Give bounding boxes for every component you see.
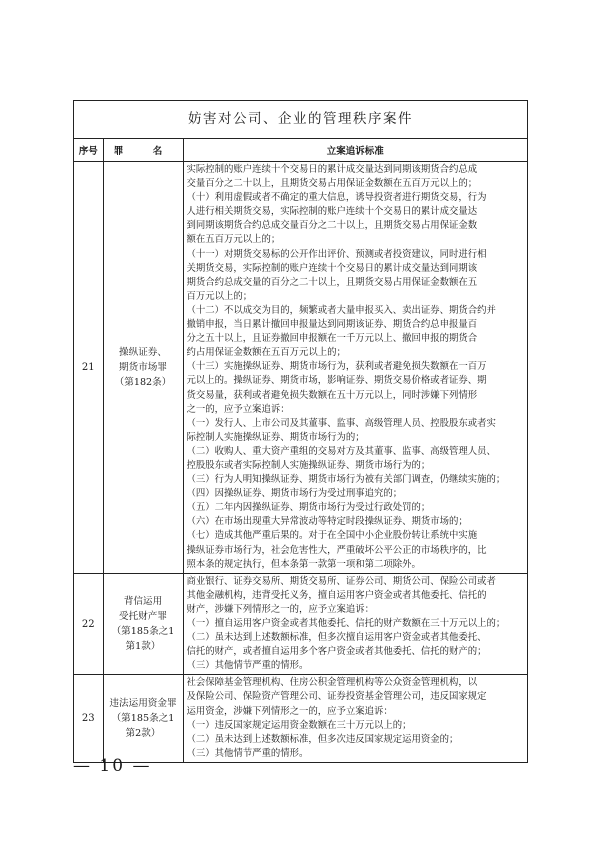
standard-line: （五）二年内因操纵证券、期货市场行为受过行政处罚的；: [186, 502, 431, 514]
crime-line: （第185条之1: [111, 713, 175, 725]
table-row: [74, 675, 527, 762]
crime-line: （第182条）: [114, 376, 172, 388]
standard-line: 照本条的规定执行，但本条第一款第一项和第二项除外。: [186, 558, 421, 570]
standard-line: （一）违反国家规定运用资金数额在三十万元以上的；: [186, 719, 412, 731]
standard-line: （十三）实施操纵证券、期货市场行为，获利或者避免损失数额在一百万: [186, 361, 487, 373]
standard-line: 其他金融机构，违背受托义务，擅自运用客户资金或者其他委托、信托的: [186, 589, 487, 601]
table-row: [74, 573, 527, 675]
crime-line: 第2款）: [125, 728, 161, 740]
standard-line: 关期货交易，实际控制的账户连续十个交易日的累计成交量达到同期该: [186, 262, 478, 274]
standard-line: 期货合约总成交量的百分之二十以上，且期货交易占用保证金数额在五: [186, 276, 478, 288]
standard-line: （一）发行人、上市公司及其董事、监事、高级管理人员、控股股东或者实: [186, 417, 496, 429]
standard-line: 及保险公司、保险资产管理公司、证券投资基金管理公司，违反国家规定: [186, 691, 487, 703]
row-standard: [183, 675, 527, 762]
row-crime-name: [103, 162, 183, 574]
standard-line: （六）在市场出现重大异常波动等特定时段操纵证券、期货市场的；: [186, 516, 468, 528]
crime-line: 受托财产罪: [119, 611, 167, 623]
header-seq: 序号: [74, 139, 103, 162]
row-seq: 22: [74, 573, 103, 675]
standard-line: 约占用保证金数额在五百万元以上的；: [186, 347, 346, 359]
standard-line: （四）因操纵证券、期货市场行为受过刑事追究的；: [186, 488, 403, 500]
standard-line: （三）其他情节严重的情形。: [186, 747, 309, 759]
crime-line: （第185条之1: [111, 626, 175, 638]
table-title: 妨害对公司、企业的管理秩序案件: [74, 101, 527, 139]
standard-line: 到同期该期货合约总成交量百分之二十以上，且期货交易占用保证金数: [186, 220, 478, 232]
standard-line: （十二）不以成交为目的，频繁或者大量申报买入、卖出证券、期货合约并: [186, 304, 496, 316]
header-standard: 立案追诉标准: [183, 139, 527, 162]
page-number: — 10 —: [73, 756, 152, 776]
standard-line: 操纵证券市场行为，社会危害性大，严重破坏公平公正的市场秩序的，比: [186, 544, 487, 556]
standard-line: 货交易量，获利或者避免损失数额在五十万元以上，同时涉嫌下列情形: [186, 389, 478, 401]
standard-line: 撤销申报，当日累计撤回申报量达到同期该证券、期货合约总申报量百: [186, 319, 478, 331]
standard-line: 额在五百万元以上的；: [186, 234, 281, 246]
standard-line: （十）利用虚假或者不确定的重大信息，诱导投资者进行期货交易，行为: [186, 192, 487, 204]
row-seq: 23: [74, 675, 103, 762]
header-row: [74, 139, 527, 162]
standard-line: 商业银行、证券交易所、期货交易所、证券公司、期货公司、保险公司或者: [186, 575, 496, 587]
standard-line: 控股股东或者实际控制人实施操纵证券、期货市场行为的；: [186, 459, 431, 471]
row-crime-name: [103, 675, 183, 762]
crime-line: 违法运用资金罪: [109, 698, 177, 710]
crime-line: 第1款）: [125, 641, 161, 653]
row-seq: 21: [74, 162, 103, 574]
standard-line: 信托的财产，或者擅自运用多个客户资金或者其他委托、信托的财产的；: [186, 646, 487, 658]
case-table: [73, 100, 528, 763]
standards-table: [74, 139, 527, 762]
standard-line: 运用资金，涉嫌下列情形之一的，应予立案追诉：: [186, 705, 393, 717]
crime-line: 操纵证券、: [119, 346, 167, 358]
standard-line: 分之五十以上，且证券撤回申报额在一千万元以上、撤回申报的期货合: [186, 333, 478, 345]
standard-line: （十一）对期货交易标的公开作出评价、预测或者投资建议，同时进行相: [186, 248, 487, 260]
standard-line: （三）其他情节严重的情形。: [186, 660, 309, 672]
standard-line: 之一的，应予立案追诉：: [186, 403, 290, 415]
standard-line: 百万元以上的；: [186, 290, 253, 302]
standard-line: （二）虽未达到上述数额标准，但多次擅自运用客户资金或者其他委托、: [186, 632, 487, 644]
header-crime-name: 罪 名: [103, 139, 183, 162]
row-standard: [183, 573, 527, 675]
standard-line: （一）擅自运用客户资金或者其他委托、信托的财产数额在三十万元以上的；: [186, 618, 506, 629]
crime-line: 期货市场罪: [119, 361, 167, 373]
crime-line: 背信运用: [123, 596, 163, 608]
standard-line: （七）造成其他严重后果的。对于在全国中小企业股份转让系统中实施: [186, 530, 478, 542]
standard-line: （二）虽未达到上述数额标准，但多次违反国家规定运用资金的；: [186, 733, 459, 745]
standard-line: 人进行相关期货交易，实际控制的账户连续十个交易日的累计成交量达: [186, 206, 478, 218]
standard-line: 元以上的。操纵证券、期货市场，影响证券、期货交易价格或者证券、期: [186, 375, 487, 387]
table-row: [74, 162, 527, 574]
standard-line: （二）收购人、重大资产重组的交易对方及其董事、监事、高级管理人员、: [186, 445, 496, 457]
standard-line: 社会保障基金管理机构、住房公积金管理机构等公众资金管理机构，以: [186, 677, 478, 689]
standard-line: 交量百分之二十以上，且期货交易占用保证金数额在五百万元以上的；: [186, 178, 478, 190]
standard-line: 财产，涉嫌下列情形之一的，应予立案追诉：: [186, 603, 375, 615]
row-crime-name: [103, 573, 183, 675]
standard-line: 际控制人实施操纵证券、期货市场行为的；: [186, 431, 365, 443]
standard-line: （三）行为人明知操纵证券、期货市场行为被有关部门调查，仍继续实施的；: [186, 474, 506, 486]
standard-line: 实际控制的账户连续十个交易日的累计成交量达到同期该期货合约总成: [186, 164, 478, 175]
row-standard: [183, 162, 527, 574]
